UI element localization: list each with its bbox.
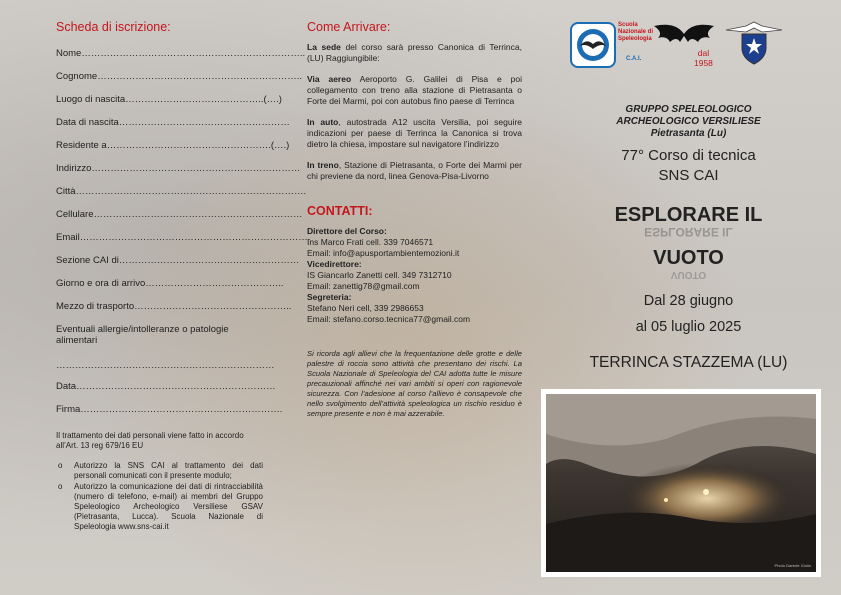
cave-photo — [541, 389, 821, 577]
allergies-blank-line[interactable]: …………………………………………………………… — [56, 360, 275, 371]
bullet-icon: o — [58, 461, 63, 470]
privacy-note: Il trattamento dei dati personali viene fatto in accordo all’Art. 13 reg 679/16 EU — [56, 431, 244, 450]
consent-text: Autorizzo la SNS CAI al trattamento dei dati personali comunicati con il presente modulo; — [74, 461, 263, 480]
car-text: , autostrada A12 uscita Versilia, poi seguire indicazioni per paese di Terrinca la Canonica si trova dietro la chiesa, impostare sul navigatore l’indirizzo — [307, 117, 522, 149]
signature-field[interactable]: Firma………………………………………………………. — [56, 404, 283, 415]
directions-title: Come Arrivare: — [307, 20, 391, 34]
registration-field[interactable]: Cellulare………………………………………………………… — [56, 209, 303, 220]
registration-field[interactable]: Residente a…………………………………………….(….) — [56, 140, 290, 151]
train-label: In treno — [307, 160, 339, 170]
plane-text: Aeroporto G. Galilei di Pisa e poi collegamento con treno alla stazione di Pietrasanta o Forte dei Marmi, poi con autobus fino paese di Terrinca — [307, 74, 522, 106]
date-end: al 05 luglio 2025 — [635, 319, 742, 335]
secretary-email[interactable]: Email: stefano.corso.tecnica77@gmail.com — [307, 314, 471, 324]
train-text: , Stazione di Pietrasanta, o Forte dei Marmi per chi previene da nord, linea Genova-Pisa-Livorno — [307, 160, 522, 181]
vice-email[interactable]: Email: zanettig78@gmail.com — [307, 281, 420, 291]
director-name: Ins Marco Frati cell. 339 7046571 — [307, 237, 434, 247]
main-title-line1: ESPLORARE IL — [614, 204, 763, 226]
since-year: 1958 — [694, 58, 713, 68]
registration-fields — [56, 48, 311, 324]
bullet-icon: o — [58, 482, 63, 491]
car-paragraph — [307, 117, 522, 150]
course-name — [548, 146, 829, 186]
registration-field[interactable]: Indirizzo………………………………………………………… — [56, 163, 301, 174]
course-line: 77° Corso di tecnica — [621, 147, 756, 164]
secretary-label: Segreteria: — [307, 292, 352, 302]
registration-field[interactable]: Sezione CAI di………………………………………………… — [56, 255, 300, 266]
group-line: GRUPPO SPELEOLOGICO — [625, 104, 752, 115]
sns-logo-line: Nazionale di — [618, 29, 654, 35]
venue-paragraph — [307, 42, 522, 64]
consent-item-gsav[interactable] — [56, 482, 263, 532]
registration-field[interactable]: Luogo di nascita……………………………………..(….) — [56, 94, 282, 105]
group-line: ARCHEOLOGICO VERSILIESE — [616, 116, 761, 127]
cai-emblem-icon — [724, 20, 784, 66]
registration-title: Scheda di iscrizione: — [56, 20, 171, 34]
registration-field[interactable]: Nome…………………………………………………………….. — [56, 48, 306, 59]
contacts-block — [307, 226, 522, 325]
registration-field[interactable]: Città………………………………………………………………. — [56, 186, 307, 197]
secretary-name: Stefano Neri cell, 339 2986653 — [307, 303, 424, 313]
consent-item-sns[interactable] — [56, 461, 263, 481]
course-location: TERRINCA STAZZEMA (LU) — [589, 354, 788, 371]
since-label: dal — [697, 48, 710, 58]
registration-panel — [0, 0, 311, 595]
registration-field[interactable]: Giorno e ora di arrivo…………………………………….. — [56, 278, 284, 289]
car-label: In auto — [307, 117, 339, 127]
logo-row — [548, 20, 829, 90]
photo-credit: Photo Daniele Giulio — [774, 563, 811, 568]
course-line: SNS CAI — [658, 167, 719, 184]
course-dates — [548, 288, 829, 340]
sns-logo-line: Scuola — [618, 22, 638, 28]
allergies-field[interactable]: Eventuali allergie/intolleranze o patologie alimentari — [56, 324, 229, 346]
director-label: Direttore del Corso: — [307, 226, 387, 236]
cave-photo-image — [546, 394, 816, 572]
date-start: Dal 28 giugno — [643, 293, 734, 309]
registration-field[interactable]: Email………………………………………………………………. — [56, 232, 311, 243]
consent-list — [56, 461, 263, 532]
plane-label: Via aereo — [307, 74, 352, 84]
since-1958-badge — [694, 48, 713, 68]
group-name — [548, 104, 829, 140]
main-title-line2: VUOTO — [653, 247, 724, 269]
group-line: Pietrasanta (Lu) — [650, 128, 727, 139]
cai-label: C.A.I. — [626, 56, 642, 62]
vice-label: Vicedirettore: — [307, 259, 362, 269]
venue-label: La sede — [307, 42, 341, 52]
title-reflection-2: VUOTO — [670, 269, 707, 280]
train-paragraph — [307, 160, 522, 182]
registration-field[interactable]: Cognome……………………………………………………….. — [56, 71, 302, 82]
plane-paragraph — [307, 74, 522, 107]
sns-logo-line: Speleologia — [618, 36, 652, 42]
registration-field[interactable]: Mezzo di trasporto………………………………………….. — [56, 301, 292, 312]
director-email[interactable]: Email: info@apusportambientemozioni.it — [307, 248, 460, 258]
sns-logo-icon — [570, 22, 616, 68]
safety-note: Si ricorda agli allievi che la frequentazione delle grotte e delle palestre di roccia sono attività che presentano dei rischi. La Scuola Nazionale di Speleologia del CAI adotta tutte le misure precauzionali affinché nei vari ambiti si operi con ragionevole sicurezza. Con l’adesione al corso l’allievo è consapevole che nello svolgimento dell’attività speleologica un rischio residuo è sempre presente e non è mai azzerabile. — [307, 349, 522, 418]
title-reflection-1: ESPLORARE IL — [644, 225, 733, 239]
registration-field[interactable]: Data di nascita……………………………………………… — [56, 117, 290, 128]
vice-name: IS Giancarlo Zanetti cell. 349 7312710 — [307, 270, 452, 280]
consent-text: Autorizzo la comunicazione dei dati di rintracciabilità (numero di telefono, e-mail) ai membri del Gruppo Speleologico Archeologico Versiliese GSAV (Pietrasanta, Lucca). Scuola Nazionale di Speleologia www.sns-cai.it — [74, 482, 263, 531]
contacts-title: CONTATTI: — [307, 204, 373, 218]
directions-panel — [281, 0, 536, 595]
date-field[interactable]: Data……………………………………………………… — [56, 381, 276, 392]
venue-text: del corso sarà presso Canonica di Terrinca, (LU) Raggiungibile: — [307, 42, 522, 63]
